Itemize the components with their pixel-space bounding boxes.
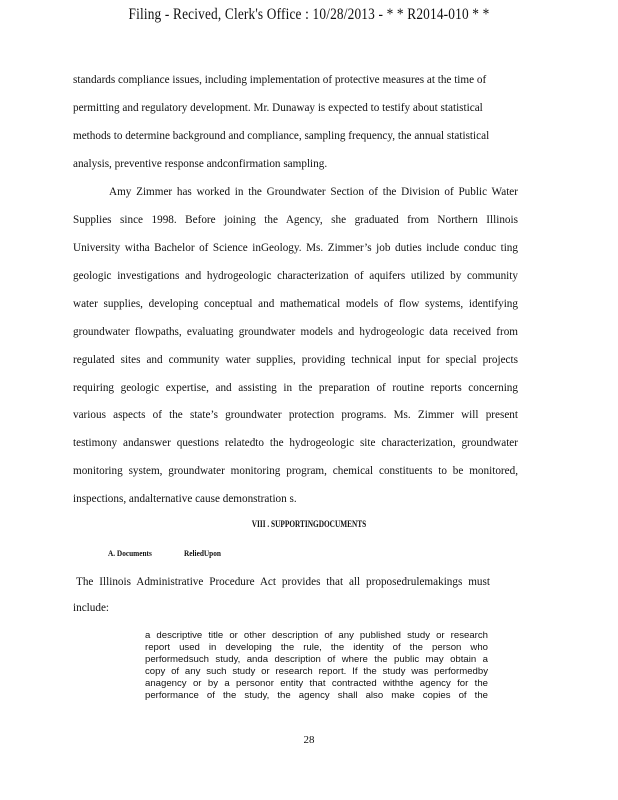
paragraph-line: include: bbox=[73, 602, 110, 614]
block-quote-line: a descriptive title or other description of any published study or research bbox=[145, 630, 488, 641]
block-quote-line: anagency or by a personor entity that contracted withthe agency for the bbox=[145, 678, 488, 689]
paragraph-line: methods to determine background and compliance, sampling frequency, the annual statistical bbox=[73, 130, 490, 142]
paragraph-line: requiring geologic expertise, and assisting in the preparation of routine reports concerning bbox=[73, 382, 518, 394]
paragraph-line: standards compliance issues, including implementation of protective measures at the time of bbox=[73, 74, 487, 86]
paragraph-line: permitting and regulatory development. Mr. Dunaway is expected to testify about statistical bbox=[73, 102, 483, 114]
paragraph-line: water supplies, developing conceptual and mathematical models of flow systems, identifying bbox=[73, 298, 518, 310]
paragraph-line: regulated sites and community water supplies, providing technical input for special projects bbox=[73, 354, 518, 366]
subheading-text: ReliedUpon bbox=[184, 548, 221, 558]
paragraph-line: inspections, andalternative cause demonstration s. bbox=[73, 493, 297, 505]
block-quote-line: performedsuch study, anda description of where the public may obtain a bbox=[145, 654, 488, 665]
paragraph-line: various aspects of the state’s groundwater protection programs. Ms. Zimmer will present bbox=[73, 409, 518, 421]
section-heading: VIII . SUPPORTINGDOCUMENTS bbox=[251, 520, 367, 530]
paragraph-line: Amy Zimmer has worked in the Groundwater Section of the Division of Public Water bbox=[109, 186, 518, 198]
subheading-letter: A. Documents bbox=[108, 548, 152, 558]
block-quote-line: report used in developing the rule, the identity of the person who bbox=[145, 642, 488, 653]
paragraph-line: geologic investigations and hydrogeologic characterization of aquifers utilized by community bbox=[73, 270, 518, 282]
paragraph-line: University witha Bachelor of Science inGeology. Ms. Zimmer’s job duties include conduc ting bbox=[73, 242, 518, 254]
filing-stamp-header: Filing - Recived, Clerk's Office : 10/28/2013 - * * R2014-010 * * bbox=[128, 6, 490, 23]
paragraph-line: groundwater flowpaths, evaluating groundwater models and hydrogeologic data received from bbox=[73, 326, 518, 338]
paragraph-line: The Illinois Administrative Procedure Act provides that all proposedrulemakings must bbox=[76, 576, 490, 588]
block-quote-line: performance of the study, the agency shall also make copies of the bbox=[145, 690, 488, 701]
page-number: 28 bbox=[303, 734, 315, 746]
paragraph-line: analysis, preventive response andconfirmation sampling. bbox=[73, 158, 328, 170]
paragraph-line: testimony andanswer questions relatedto the hydrogeologic site characterization, groundwater bbox=[73, 437, 518, 449]
paragraph-line: monitoring system, groundwater monitoring program, chemical constituents to be monitored, bbox=[73, 465, 518, 477]
block-quote-line: copy of any such study or research report. If the study was performedby bbox=[145, 666, 488, 677]
paragraph-line: Supplies since 1998. Before joining the Agency, she graduated from Northern Illinois bbox=[73, 214, 518, 226]
